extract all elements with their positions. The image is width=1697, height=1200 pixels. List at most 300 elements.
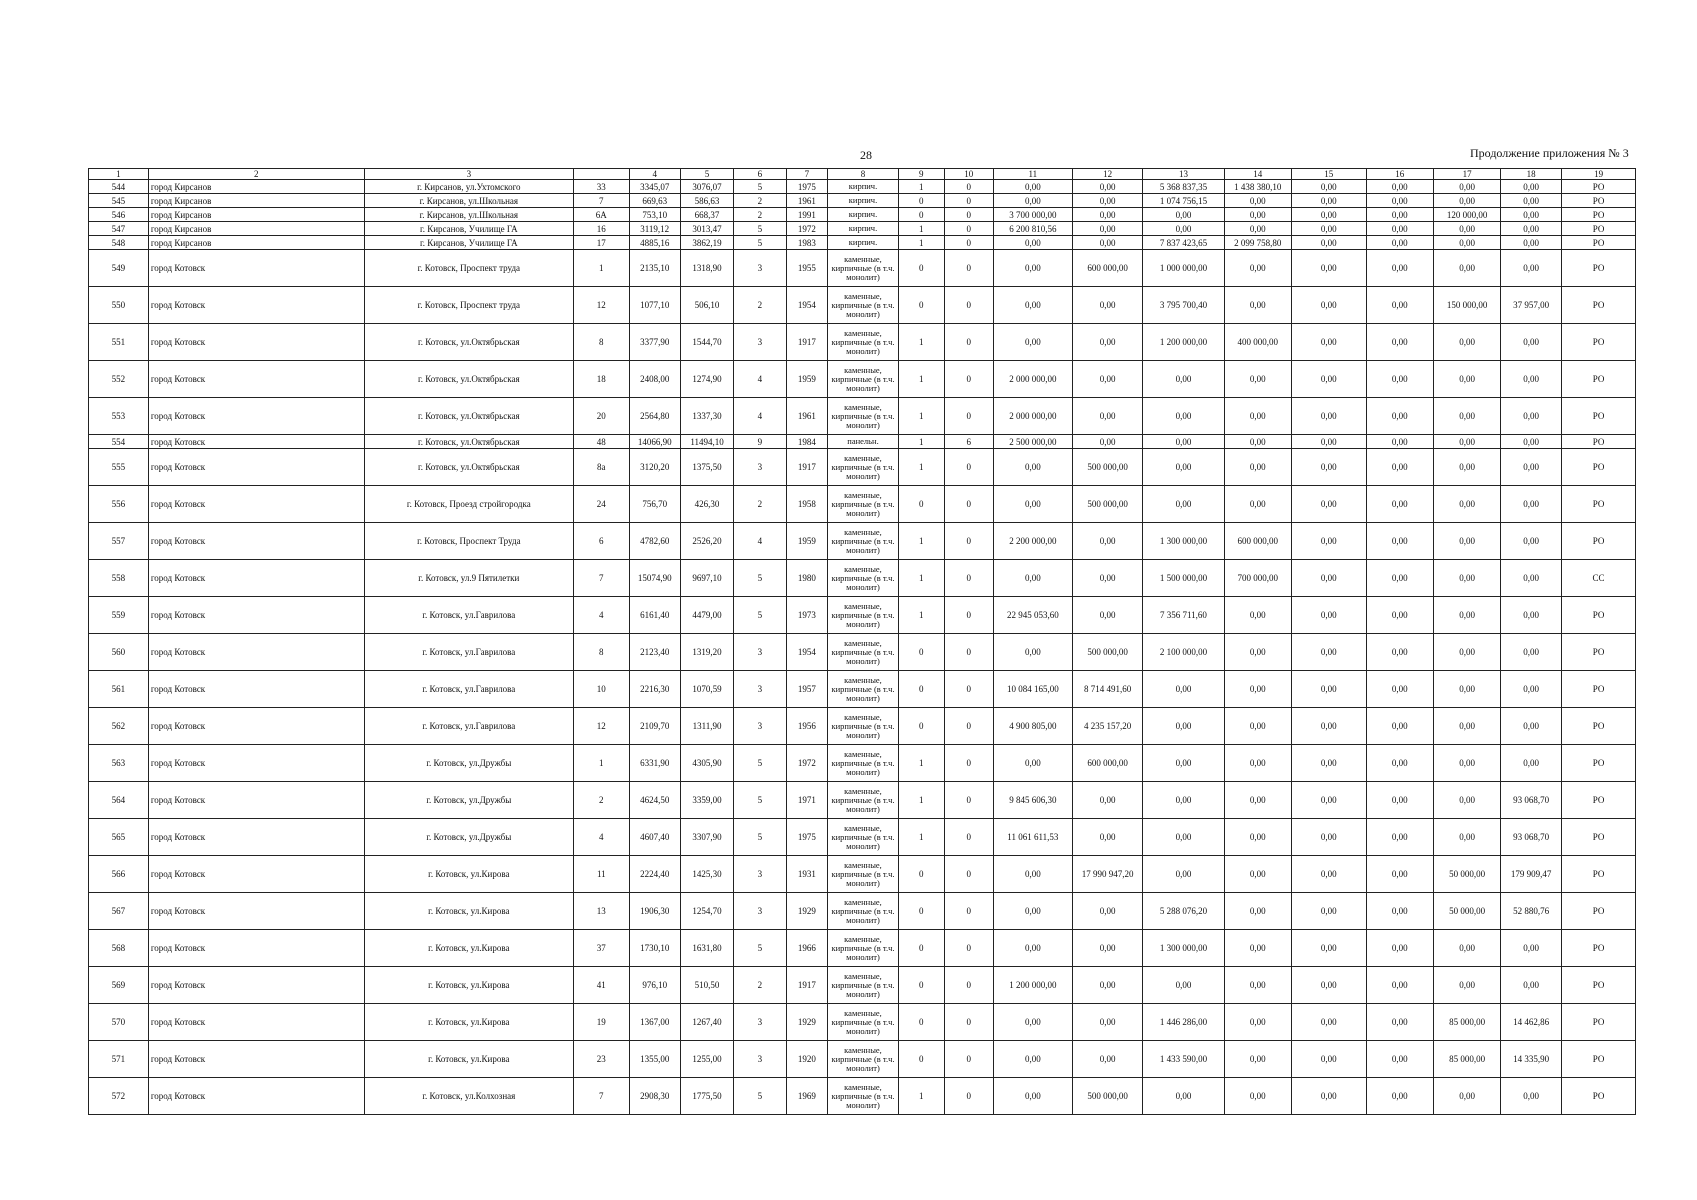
- table-cell: 0: [944, 361, 993, 398]
- table-cell: 0,00: [1224, 893, 1291, 930]
- table-cell: каменные, кирпичные (в т.ч. монолит): [828, 1078, 899, 1115]
- table-cell: каменные, кирпичные (в т.ч. монолит): [828, 287, 899, 324]
- table-cell: 0: [944, 194, 993, 208]
- table-body: [89, 180, 1636, 1115]
- table-cell: город Котовск: [148, 671, 364, 708]
- table-cell: 6: [944, 435, 993, 449]
- table-cell: РО: [1562, 449, 1636, 486]
- table-cell: 0,00: [1366, 708, 1433, 745]
- table-cell: 0,00: [1143, 708, 1224, 745]
- table-cell: 93 068,70: [1501, 819, 1562, 856]
- table-cell: город Котовск: [148, 1004, 364, 1041]
- table-cell: 0: [944, 967, 993, 1004]
- table-cell: город Кирсанов: [148, 208, 364, 222]
- table-cell: 17: [574, 236, 630, 250]
- table-cell: г. Котовск, ул.Гаврилова: [364, 634, 573, 671]
- table-cell: 1929: [786, 893, 828, 930]
- table-cell: 7: [574, 194, 630, 208]
- table-cell: каменные, кирпичные (в т.ч. монолит): [828, 967, 899, 1004]
- table-cell: 0,00: [1224, 1078, 1291, 1115]
- table-cell: 0: [898, 930, 944, 967]
- table-cell: 19: [574, 1004, 630, 1041]
- table-cell: 0,00: [1291, 361, 1366, 398]
- table-cell: 1958: [786, 486, 828, 523]
- table-cell: 0,00: [1433, 560, 1500, 597]
- table-cell: 0,00: [1143, 222, 1224, 236]
- table-cell: 0: [944, 236, 993, 250]
- column-number: 6: [734, 169, 786, 180]
- table-cell: 0: [944, 745, 993, 782]
- table-cell: 0: [944, 398, 993, 435]
- table-cell: 0,00: [1433, 597, 1500, 634]
- table-cell: 3: [734, 671, 786, 708]
- table-cell: 0: [944, 893, 993, 930]
- table-cell: 22 945 053,60: [993, 597, 1072, 634]
- table-cell: каменные, кирпичные (в т.ч. монолит): [828, 523, 899, 560]
- table-cell: 555: [89, 449, 149, 486]
- table-cell: 0,00: [1072, 1004, 1143, 1041]
- table-cell: 0,00: [1291, 1004, 1366, 1041]
- table-row: [89, 361, 1636, 398]
- table-cell: РО: [1562, 782, 1636, 819]
- table-cell: 0: [944, 1078, 993, 1115]
- table-cell: 3013,47: [680, 222, 733, 236]
- table-cell: 0,00: [993, 449, 1072, 486]
- table-cell: 14 462,86: [1501, 1004, 1562, 1041]
- column-number: 7: [786, 169, 828, 180]
- table-cell: 0,00: [1501, 194, 1562, 208]
- table-cell: 0,00: [1366, 250, 1433, 287]
- table-cell: 0,00: [1072, 967, 1143, 1004]
- table-cell: 0,00: [1366, 194, 1433, 208]
- table-cell: 4: [734, 361, 786, 398]
- table-cell: РО: [1562, 236, 1636, 250]
- table-cell: каменные, кирпичные (в т.ч. монолит): [828, 708, 899, 745]
- table-cell: 1929: [786, 1004, 828, 1041]
- table-cell: 0,00: [1224, 856, 1291, 893]
- table-cell: 0: [898, 287, 944, 324]
- table-cell: 93 068,70: [1501, 782, 1562, 819]
- table-cell: 0,00: [1072, 208, 1143, 222]
- table-cell: 500 000,00: [1072, 1078, 1143, 1115]
- table-cell: 548: [89, 236, 149, 250]
- housing-register-table: [88, 168, 1636, 1115]
- table-cell: г. Котовск, ул.Кирова: [364, 856, 573, 893]
- table-cell: 0,00: [1433, 782, 1500, 819]
- table-cell: 1 300 000,00: [1143, 930, 1224, 967]
- table-cell: 566: [89, 856, 149, 893]
- table-cell: 0,00: [993, 236, 1072, 250]
- table-cell: 571: [89, 1041, 149, 1078]
- table-cell: 1311,90: [680, 708, 733, 745]
- table-row: [89, 287, 1636, 324]
- table-cell: г. Котовск, ул.Октябрьская: [364, 435, 573, 449]
- table-cell: 0,00: [1143, 745, 1224, 782]
- table-cell: 0,00: [1501, 523, 1562, 560]
- table-cell: город Котовск: [148, 486, 364, 523]
- column-number: 10: [944, 169, 993, 180]
- table-cell: город Котовск: [148, 287, 364, 324]
- table-cell: 4607,40: [629, 819, 680, 856]
- table-cell: 700 000,00: [1224, 560, 1291, 597]
- table-cell: 11 061 611,53: [993, 819, 1072, 856]
- table-cell: 0,00: [1366, 1004, 1433, 1041]
- table-cell: 0,00: [1224, 930, 1291, 967]
- table-cell: кирпич.: [828, 194, 899, 208]
- table-cell: 0,00: [1143, 398, 1224, 435]
- table-cell: 37 957,00: [1501, 287, 1562, 324]
- table-cell: 1 200 000,00: [1143, 324, 1224, 361]
- table-cell: 0,00: [1072, 893, 1143, 930]
- table-cell: 1: [898, 819, 944, 856]
- table-cell: РО: [1562, 523, 1636, 560]
- column-number: 1: [89, 169, 149, 180]
- table-cell: 426,30: [680, 486, 733, 523]
- table-cell: каменные, кирпичные (в т.ч. монолит): [828, 671, 899, 708]
- table-cell: 3: [734, 634, 786, 671]
- table-cell: 0,00: [1433, 819, 1500, 856]
- table-cell: 0,00: [993, 893, 1072, 930]
- table-cell: РО: [1562, 1041, 1636, 1078]
- table-cell: 1: [898, 782, 944, 819]
- table-row: [89, 930, 1636, 967]
- table-cell: 0,00: [1291, 782, 1366, 819]
- table-cell: 1991: [786, 208, 828, 222]
- table-cell: город Котовск: [148, 1041, 364, 1078]
- table-cell: 5: [734, 180, 786, 194]
- table-cell: 0,00: [1433, 708, 1500, 745]
- column-number: 11: [993, 169, 1072, 180]
- table-cell: 1956: [786, 708, 828, 745]
- table-row: [89, 449, 1636, 486]
- table-cell: 1920: [786, 1041, 828, 1078]
- table-cell: кирпич.: [828, 180, 899, 194]
- column-number: 16: [1366, 169, 1433, 180]
- table-cell: 0,00: [1366, 745, 1433, 782]
- table-cell: 1070,59: [680, 671, 733, 708]
- table-cell: 0,00: [1224, 597, 1291, 634]
- table-cell: 24: [574, 486, 630, 523]
- table-row: [89, 486, 1636, 523]
- table-row: [89, 560, 1636, 597]
- table-cell: г. Кирсанов, Училище ГА: [364, 222, 573, 236]
- table-row: [89, 745, 1636, 782]
- table-cell: 1544,70: [680, 324, 733, 361]
- table-cell: РО: [1562, 398, 1636, 435]
- table-cell: 0,00: [1072, 324, 1143, 361]
- table-cell: 1966: [786, 930, 828, 967]
- column-number: 13: [1143, 169, 1224, 180]
- table-cell: 0,00: [1143, 967, 1224, 1004]
- table-cell: 563: [89, 745, 149, 782]
- table-cell: город Котовск: [148, 560, 364, 597]
- table-row: [89, 708, 1636, 745]
- table-cell: РО: [1562, 208, 1636, 222]
- table-row: [89, 208, 1636, 222]
- table-cell: 0,00: [1291, 236, 1366, 250]
- table-cell: 12: [574, 708, 630, 745]
- table-cell: 1: [574, 745, 630, 782]
- table-cell: 3 795 700,40: [1143, 287, 1224, 324]
- table-cell: 3: [734, 250, 786, 287]
- table-cell: город Кирсанов: [148, 222, 364, 236]
- table-cell: 570: [89, 1004, 149, 1041]
- table-cell: 33: [574, 180, 630, 194]
- table-cell: 7: [574, 1078, 630, 1115]
- table-cell: 0: [944, 180, 993, 194]
- table-cell: 6А: [574, 208, 630, 222]
- table-cell: 2: [734, 194, 786, 208]
- table-cell: 510,50: [680, 967, 733, 1004]
- column-number: 19: [1562, 169, 1636, 180]
- table-cell: 1957: [786, 671, 828, 708]
- table-cell: РО: [1562, 745, 1636, 782]
- table-cell: 6: [574, 523, 630, 560]
- table-cell: 52 880,76: [1501, 893, 1562, 930]
- table-cell: 0,00: [1072, 361, 1143, 398]
- table-cell: 0,00: [1501, 1078, 1562, 1115]
- table-cell: 0,00: [1224, 634, 1291, 671]
- table-cell: 0: [898, 856, 944, 893]
- table-cell: 0: [944, 708, 993, 745]
- table-cell: 2135,10: [629, 250, 680, 287]
- table-cell: 0: [944, 634, 993, 671]
- table-cell: 0,00: [1501, 745, 1562, 782]
- table-cell: 0,00: [1366, 671, 1433, 708]
- table-cell: РО: [1562, 287, 1636, 324]
- table-cell: каменные, кирпичные (в т.ч. монолит): [828, 250, 899, 287]
- table-cell: 0,00: [1291, 222, 1366, 236]
- table-cell: 4885,16: [629, 236, 680, 250]
- page-number: 28: [860, 148, 872, 162]
- table-cell: 7 837 423,65: [1143, 236, 1224, 250]
- table-cell: город Котовск: [148, 1078, 364, 1115]
- table-cell: 0,00: [993, 250, 1072, 287]
- table-cell: 2: [734, 208, 786, 222]
- table-cell: 37: [574, 930, 630, 967]
- table-cell: 600 000,00: [1224, 523, 1291, 560]
- table-cell: 0,00: [1291, 486, 1366, 523]
- table-cell: 1 500 000,00: [1143, 560, 1224, 597]
- table-cell: 0,00: [1433, 180, 1500, 194]
- table-cell: 0,00: [1366, 486, 1433, 523]
- table-cell: 0,00: [993, 560, 1072, 597]
- table-cell: г. Котовск, ул.Гаврилова: [364, 708, 573, 745]
- table-cell: 0: [944, 819, 993, 856]
- table-cell: город Котовск: [148, 893, 364, 930]
- table-cell: 1906,30: [629, 893, 680, 930]
- table-cell: 1775,50: [680, 1078, 733, 1115]
- table-cell: 0,00: [1291, 523, 1366, 560]
- table-cell: 3: [734, 324, 786, 361]
- table-cell: каменные, кирпичные (в т.ч. монолит): [828, 560, 899, 597]
- table-cell: г. Котовск, ул.Дружбы: [364, 745, 573, 782]
- column-number: 18: [1501, 169, 1562, 180]
- table-cell: 0: [944, 287, 993, 324]
- table-cell: 1: [898, 361, 944, 398]
- table-cell: город Котовск: [148, 967, 364, 1004]
- column-number: 3: [364, 169, 573, 180]
- table-cell: каменные, кирпичные (в т.ч. монолит): [828, 782, 899, 819]
- table-cell: 0,00: [1224, 1004, 1291, 1041]
- table-cell: 669,63: [629, 194, 680, 208]
- table-cell: 2: [734, 287, 786, 324]
- table-cell: 0,00: [1291, 1078, 1366, 1115]
- table-cell: 0: [944, 930, 993, 967]
- column-number: 17: [1433, 169, 1500, 180]
- table-cell: 557: [89, 523, 149, 560]
- table-cell: город Котовск: [148, 745, 364, 782]
- table-cell: 506,10: [680, 287, 733, 324]
- table-cell: 2408,00: [629, 361, 680, 398]
- table-cell: 9 845 606,30: [993, 782, 1072, 819]
- table-cell: 0,00: [1072, 398, 1143, 435]
- table-cell: 7: [574, 560, 630, 597]
- table-cell: город Котовск: [148, 449, 364, 486]
- table-cell: РО: [1562, 435, 1636, 449]
- table-cell: г. Котовск, ул.Октябрьская: [364, 324, 573, 361]
- table-cell: каменные, кирпичные (в т.ч. монолит): [828, 930, 899, 967]
- table-cell: каменные, кирпичные (в т.ч. монолит): [828, 745, 899, 782]
- table-cell: 0,00: [1501, 930, 1562, 967]
- table-cell: 1931: [786, 856, 828, 893]
- table-cell: 2 500 000,00: [993, 435, 1072, 449]
- table-cell: 0: [944, 250, 993, 287]
- table-cell: 0: [898, 893, 944, 930]
- table-cell: 0,00: [1291, 634, 1366, 671]
- table-cell: 41: [574, 967, 630, 1004]
- table-cell: РО: [1562, 634, 1636, 671]
- table-row: [89, 1078, 1636, 1115]
- table-cell: каменные, кирпичные (в т.ч. монолит): [828, 361, 899, 398]
- table-cell: 0,00: [1433, 222, 1500, 236]
- table-cell: 1954: [786, 287, 828, 324]
- table-cell: 1961: [786, 194, 828, 208]
- table-cell: 0: [944, 523, 993, 560]
- table-cell: 5 368 837,35: [1143, 180, 1224, 194]
- table-cell: 976,10: [629, 967, 680, 1004]
- table-cell: 2: [734, 967, 786, 1004]
- table-cell: 0,00: [993, 324, 1072, 361]
- table-cell: г. Кирсанов, ул.Школьная: [364, 208, 573, 222]
- table-cell: 0,00: [1224, 819, 1291, 856]
- table-cell: 0,00: [1433, 449, 1500, 486]
- table-cell: 1: [898, 1078, 944, 1115]
- table-cell: 544: [89, 180, 149, 194]
- table-cell: 0,00: [1501, 560, 1562, 597]
- table-cell: 0,00: [1072, 222, 1143, 236]
- table-cell: 586,63: [680, 194, 733, 208]
- table-cell: 0,00: [1224, 671, 1291, 708]
- table-cell: 1 074 756,15: [1143, 194, 1224, 208]
- table-row: [89, 856, 1636, 893]
- table-cell: 0,00: [1366, 435, 1433, 449]
- table-cell: 1975: [786, 819, 828, 856]
- table-cell: 1969: [786, 1078, 828, 1115]
- table-cell: 0,00: [1291, 287, 1366, 324]
- table-cell: 1972: [786, 222, 828, 236]
- table-cell: РО: [1562, 194, 1636, 208]
- table-cell: 0: [944, 486, 993, 523]
- table-cell: г. Котовск, Проезд стройгородка: [364, 486, 573, 523]
- table-cell: 0: [898, 1041, 944, 1078]
- table-cell: 0,00: [1291, 180, 1366, 194]
- table-cell: 0: [944, 324, 993, 361]
- table-cell: город Кирсанов: [148, 236, 364, 250]
- table-cell: 3120,20: [629, 449, 680, 486]
- table-cell: РО: [1562, 180, 1636, 194]
- table-cell: 572: [89, 1078, 149, 1115]
- table-row: [89, 398, 1636, 435]
- column-number: 12: [1072, 169, 1143, 180]
- table-cell: 753,10: [629, 208, 680, 222]
- table-cell: г. Котовск, ул.Октябрьская: [364, 398, 573, 435]
- table-cell: 1959: [786, 523, 828, 560]
- table-cell: 0,00: [1143, 819, 1224, 856]
- table-cell: город Котовск: [148, 523, 364, 560]
- table-cell: 569: [89, 967, 149, 1004]
- table-cell: 4305,90: [680, 745, 733, 782]
- table-cell: 1 000 000,00: [1143, 250, 1224, 287]
- column-number: 4: [629, 169, 680, 180]
- table-cell: 0,00: [1433, 967, 1500, 1004]
- table-cell: 0,00: [1072, 236, 1143, 250]
- table-cell: 0,00: [1366, 398, 1433, 435]
- table-cell: 8: [574, 324, 630, 361]
- table-cell: 1: [898, 449, 944, 486]
- table-cell: 0,00: [1143, 782, 1224, 819]
- table-cell: 0: [944, 856, 993, 893]
- table-cell: город Котовск: [148, 634, 364, 671]
- column-number: 8: [828, 169, 899, 180]
- table-cell: 5: [734, 782, 786, 819]
- table-cell: 8а: [574, 449, 630, 486]
- table-cell: 3377,90: [629, 324, 680, 361]
- table-cell: 0,00: [1072, 560, 1143, 597]
- table-cell: 0,00: [1433, 671, 1500, 708]
- table-cell: 4 235 157,20: [1072, 708, 1143, 745]
- table-row: [89, 236, 1636, 250]
- table-cell: 2564,80: [629, 398, 680, 435]
- table-cell: 2 200 000,00: [993, 523, 1072, 560]
- table-cell: 11494,10: [680, 435, 733, 449]
- table-cell: г. Кирсанов, Училище ГА: [364, 236, 573, 250]
- table-cell: 0,00: [1366, 819, 1433, 856]
- table-cell: кирпич.: [828, 236, 899, 250]
- table-cell: г. Котовск, Проспект труда: [364, 250, 573, 287]
- table-cell: 0,00: [1501, 634, 1562, 671]
- table-cell: РО: [1562, 893, 1636, 930]
- table-cell: 0,00: [1501, 597, 1562, 634]
- table-cell: г. Котовск, ул.Гаврилова: [364, 671, 573, 708]
- table-cell: 85 000,00: [1433, 1004, 1500, 1041]
- table-cell: 0,00: [993, 194, 1072, 208]
- table-cell: 1318,90: [680, 250, 733, 287]
- table-row: [89, 597, 1636, 634]
- table-cell: 0,00: [1224, 1041, 1291, 1078]
- table-cell: каменные, кирпичные (в т.ч. монолит): [828, 1041, 899, 1078]
- table-cell: 10 084 165,00: [993, 671, 1072, 708]
- table-cell: 600 000,00: [1072, 745, 1143, 782]
- table-cell: 15074,90: [629, 560, 680, 597]
- table-cell: г. Котовск, ул.Октябрьская: [364, 449, 573, 486]
- table-cell: 0,00: [1433, 194, 1500, 208]
- table-cell: 6331,90: [629, 745, 680, 782]
- table-cell: 1961: [786, 398, 828, 435]
- table-cell: каменные, кирпичные (в т.ч. монолит): [828, 893, 899, 930]
- table-cell: 0,00: [1072, 194, 1143, 208]
- table-cell: 179 909,47: [1501, 856, 1562, 893]
